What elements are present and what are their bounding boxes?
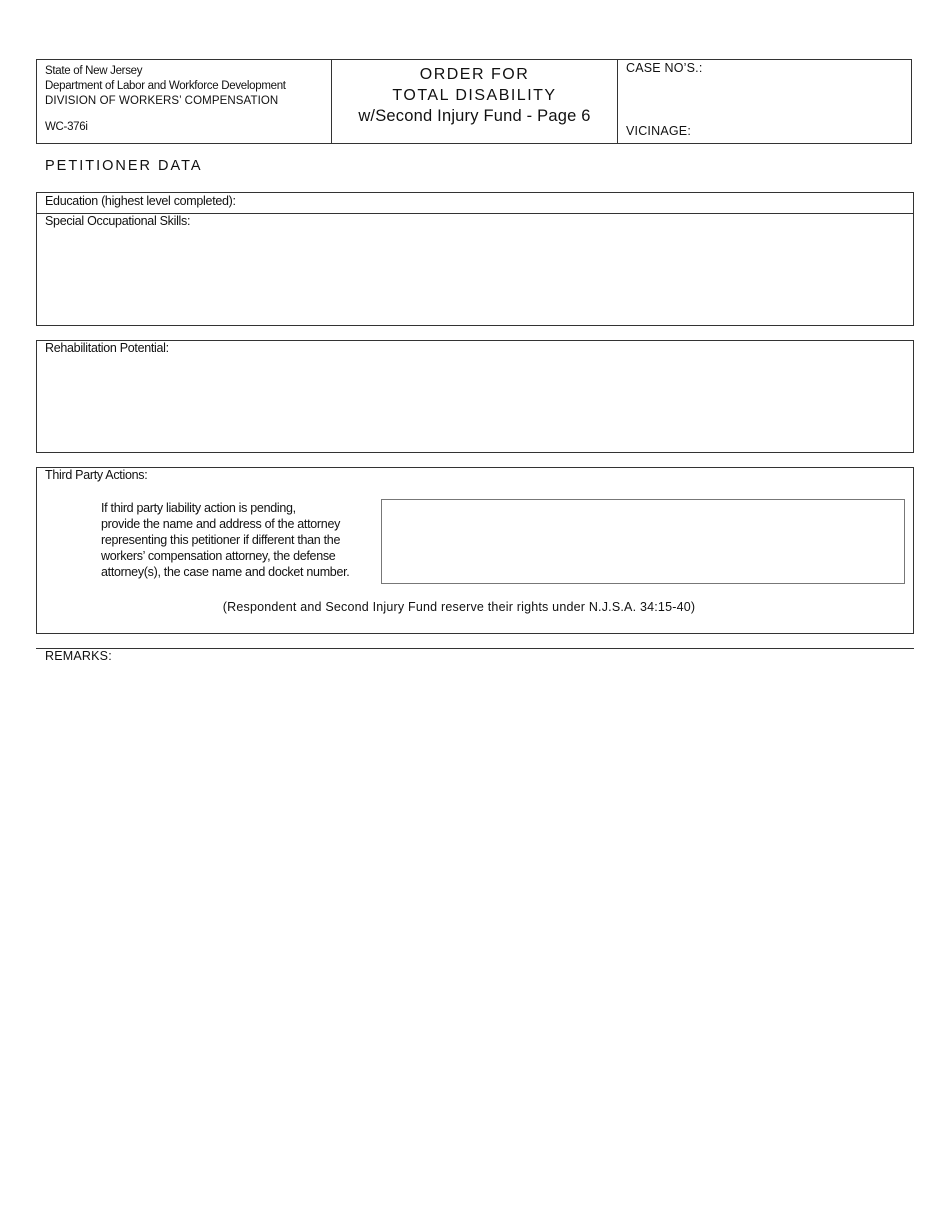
instruction-line: representing this petitioner if different than the xyxy=(101,533,341,547)
agency-division: DIVISION OF WORKERS’ COMPENSATION xyxy=(45,95,279,107)
section-title: PETITIONER DATA xyxy=(45,158,203,174)
agency-state: State of New Jersey xyxy=(45,65,143,77)
case-numbers-field[interactable] xyxy=(700,61,905,101)
agency-department: Department of Labor and Workforce Development xyxy=(45,80,286,92)
third-party-attorney-field[interactable] xyxy=(381,499,905,584)
case-numbers-label: CASE NO’S.: xyxy=(626,61,703,75)
form-title-line-3: w/Second Injury Fund - Page 6 xyxy=(358,107,591,125)
header-divider-2 xyxy=(617,59,618,144)
instruction-line: attorney(s), the case name and docket number. xyxy=(101,565,350,579)
education-label: Education (highest level completed): xyxy=(45,194,236,208)
third-party-instructions xyxy=(101,500,376,580)
remarks-field[interactable] xyxy=(45,668,905,1168)
education-field[interactable] xyxy=(255,194,905,211)
instruction-line: If third party liability action is pending, xyxy=(101,501,296,515)
reservation-note: (Respondent and Second Injury Fund reserve their rights under N.J.S.A. 34:15-40) xyxy=(222,600,696,614)
remarks-rule xyxy=(36,648,914,649)
remarks-label: REMARKS: xyxy=(45,649,112,663)
instruction-line: provide the name and address of the attorney xyxy=(101,517,341,531)
vicinage-label: VICINAGE: xyxy=(626,124,692,138)
instruction-line: workers’ compensation attorney, the defense xyxy=(101,549,336,563)
agency-block xyxy=(45,64,329,109)
skills-field[interactable] xyxy=(45,232,905,320)
form-title xyxy=(332,64,617,127)
form-number: WC-376i xyxy=(45,121,88,133)
third-party-label: Third Party Actions: xyxy=(45,468,148,482)
vicinage-field[interactable] xyxy=(695,122,905,140)
form-title-line-1: ORDER FOR xyxy=(419,66,530,83)
rehabilitation-field[interactable] xyxy=(45,359,905,447)
form-title-line-2: TOTAL DISABILITY xyxy=(392,87,557,104)
skills-label: Special Occupational Skills: xyxy=(45,214,191,228)
rehabilitation-label: Rehabilitation Potential: xyxy=(45,341,169,355)
